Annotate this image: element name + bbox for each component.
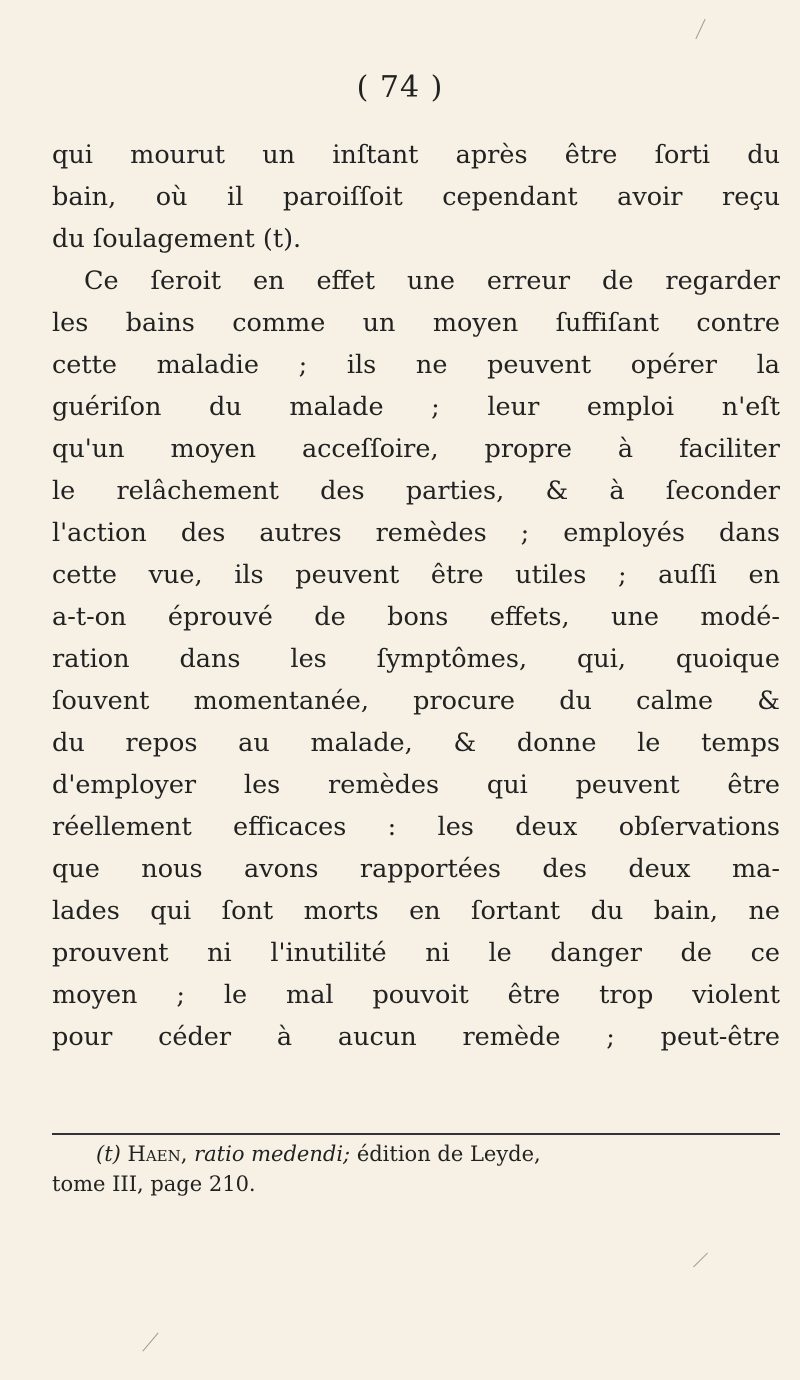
- text-line: les bains comme un moyen ſuffiſant contre: [52, 308, 780, 338]
- text-line: cette maladie ; ils ne peuvent opérer la: [52, 350, 780, 380]
- footnote-line-1: (t) Haen, ratio medendi; édition de Leyde,: [96, 1142, 541, 1166]
- text-line: réellement efficaces : les deux obſervations: [52, 812, 780, 842]
- text-line: Ce ſeroit en effet une erreur de regarder: [84, 266, 780, 296]
- footnote-edition: édition de Leyde,: [356, 1142, 541, 1166]
- text-line: d'employer les remèdes qui peuvent être: [52, 770, 780, 800]
- page-number: ( 74 ): [356, 70, 444, 105]
- footnote-marker: (t): [96, 1142, 121, 1166]
- text-line: pour céder à aucun remède ; peut-être: [52, 1022, 780, 1052]
- text-line: ſouvent momentanée, procure du calme &: [52, 686, 780, 716]
- footnote-title: ratio medendi;: [194, 1142, 351, 1166]
- text-line: qu'un moyen acceſſoire, propre à faciliter: [52, 434, 780, 464]
- text-line: guériſon du malade ; leur emploi n'eſt: [52, 392, 780, 422]
- text-line: prouvent ni l'inutilité ni le danger de ce: [52, 938, 780, 968]
- footnote-rule: [52, 1133, 780, 1135]
- text-line: ration dans les ſymptômes, qui, quoique: [52, 644, 780, 674]
- paper-mark: [142, 1332, 158, 1351]
- paper-mark: [695, 19, 705, 39]
- footnote-author: Haen: [127, 1142, 181, 1166]
- text-line: l'action des autres remèdes ; employés dans: [52, 518, 780, 548]
- text-line: bain, où il paroiſſoit cependant avoir reçu: [52, 182, 780, 212]
- footnote-line-2: tome III, page 210.: [52, 1172, 256, 1196]
- text-line: a-t-on éprouvé de bons effets, une modé-: [52, 602, 780, 632]
- text-line: qui mourut un inſtant après être ſorti du: [52, 140, 780, 170]
- text-line: le relâchement des parties, & à ſeconder: [52, 476, 780, 506]
- text-line: moyen ; le mal pouvoit être trop violent: [52, 980, 780, 1010]
- text-line: que nous avons rapportées des deux ma-: [52, 854, 780, 884]
- text-line: lades qui ſont morts en ſortant du bain, ne: [52, 896, 780, 926]
- text-line: du ſoulagement (t).: [52, 224, 302, 254]
- text-line: cette vue, ils peuvent être utiles ; auſſi en: [52, 560, 780, 590]
- text-line: du repos au malade, & donne le temps: [52, 728, 780, 758]
- paper-mark: [693, 1253, 708, 1268]
